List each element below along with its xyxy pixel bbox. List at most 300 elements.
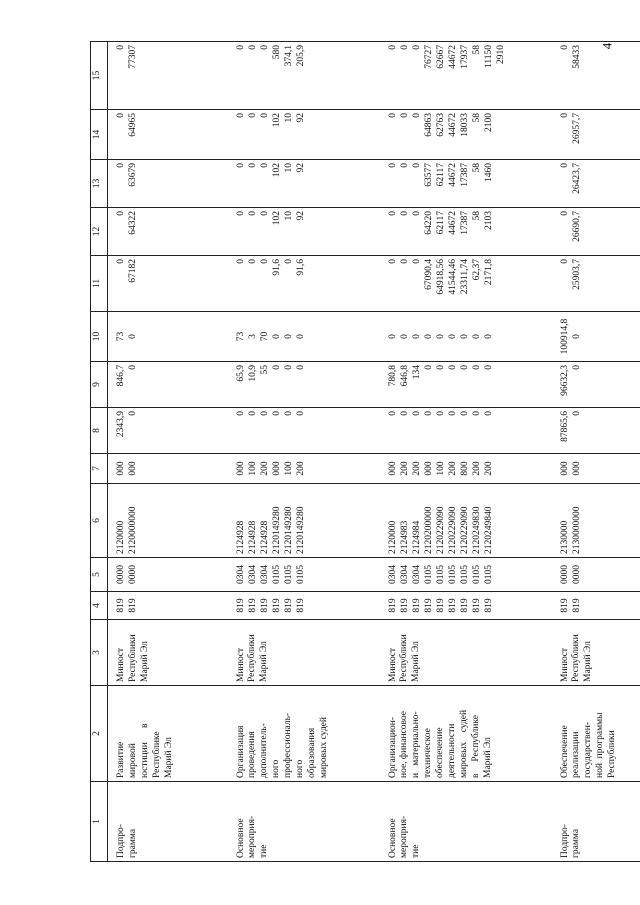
cell-values (388, 113, 496, 156)
cell-value: 92 (295, 211, 306, 221)
cell-value: 2120249840 (483, 506, 494, 554)
cell-value: 0 (387, 411, 398, 416)
cell-value: 0 (411, 45, 422, 50)
cell-values (236, 561, 308, 588)
cell-c1 (228, 782, 380, 862)
cell-values (116, 457, 140, 480)
cell-value: 67182 (128, 259, 138, 283)
cell-value: 10 (283, 211, 294, 221)
cell-value: 0304 (387, 565, 398, 584)
cell-value: 63577 (423, 163, 434, 187)
cell-text-line: мировых судей (318, 717, 329, 778)
cell-value: 134 (411, 365, 422, 380)
cell-value: 0 (399, 211, 410, 216)
cell-value: 2124928 (259, 520, 270, 554)
cell-value: 77307 (128, 45, 138, 69)
cell-values (388, 259, 496, 308)
col-header-6: 6 (91, 484, 108, 558)
cell-value: 100 (283, 461, 294, 476)
cell-c14 (228, 110, 380, 160)
cell-text-line: Республики (607, 730, 617, 778)
cell-text-line: ного (271, 759, 282, 778)
cell-value: 0 (399, 334, 410, 339)
cell-value: 0 (423, 334, 434, 339)
cell-value: 2171,8 (483, 259, 494, 286)
col-header-1: 1 (91, 782, 108, 862)
cell-value: 17937 (459, 45, 470, 69)
cell-c8 (380, 408, 552, 454)
cell-c13 (228, 160, 380, 208)
cell-c2 (108, 686, 228, 782)
cell-value: 55 (259, 365, 270, 375)
table-row (108, 42, 228, 862)
cell-text-line: деятельности (446, 723, 457, 778)
cell-c3 (108, 620, 228, 686)
cell-value: 200 (295, 461, 306, 476)
cell-value: 26957,7 (571, 113, 582, 144)
cell-values (116, 113, 140, 156)
cell-text-line: Минюст (387, 647, 398, 682)
cell-values (560, 595, 584, 616)
cell-value: 200 (471, 461, 482, 476)
cell-value: 0304 (259, 565, 270, 584)
cell-value: 0 (411, 211, 422, 216)
cell-value: 200 (447, 461, 458, 476)
cell-value: 0 (387, 259, 398, 264)
cell-c12 (552, 208, 640, 256)
cell-c4 (108, 592, 228, 620)
cell-value: 102 (271, 113, 282, 128)
cell-value: 819 (116, 598, 126, 613)
cell-value: 70 (259, 331, 270, 342)
cell-c14 (108, 110, 228, 160)
cell-value: 0105 (295, 565, 306, 584)
cell-text-line: Минюст (235, 647, 246, 682)
cell-value: 64220 (423, 211, 434, 235)
cell-text-line: Обеспечение (559, 725, 570, 778)
cell-c7 (108, 454, 228, 484)
cell-text-line: Подпро- (559, 824, 570, 858)
col-header-12: 12 (91, 208, 108, 256)
cell-value: 0 (435, 411, 446, 416)
cell-value: 819 (399, 598, 410, 613)
cell-value: 0 (116, 163, 126, 168)
col-header-15: 15 (91, 42, 108, 110)
cell-c6 (228, 484, 380, 558)
cell-c14 (380, 110, 552, 160)
cell-value: 2120149280 (283, 506, 294, 554)
cell-c11 (552, 256, 640, 312)
cell-value: 0 (116, 211, 126, 216)
cell-c2 (380, 686, 552, 782)
cell-value: 2120200000 (423, 506, 434, 554)
cell-value: 0 (483, 365, 494, 370)
col-header-3: 3 (91, 620, 108, 686)
cell-value: 200 (399, 461, 410, 476)
cell-c5 (380, 558, 552, 592)
cell-c10 (228, 312, 380, 362)
cell-c4 (552, 592, 640, 620)
cell-value: 819 (283, 598, 294, 613)
cell-c13 (108, 160, 228, 208)
cell-text-line: реализации (571, 731, 582, 778)
cell-text-line: мировых судей (458, 709, 469, 778)
cell-value: 0105 (447, 565, 458, 584)
cell-values (560, 561, 584, 588)
cell-text-line: юстиции в (139, 723, 150, 778)
cell-value: 64322 (128, 211, 138, 235)
cell-value: 44672 (447, 113, 458, 137)
cell-value: 10,9 (247, 365, 258, 382)
cell-c15 (108, 42, 228, 110)
cell-values (116, 411, 140, 450)
cell-value: 26690,7 (571, 211, 582, 242)
cell-value: 0 (411, 113, 422, 118)
cell-values (560, 259, 584, 308)
cell-text-line: Республики (247, 634, 258, 682)
cell-value: 67090,4 (423, 259, 434, 290)
cell-c2 (552, 686, 640, 782)
cell-value: 10 (283, 163, 294, 173)
cell-c15 (552, 42, 640, 110)
cell-text-line: ного (294, 759, 305, 778)
cell-c9 (228, 362, 380, 408)
cell-value: 0 (459, 411, 470, 416)
cell-value: 0 (235, 211, 246, 216)
cell-c6 (552, 484, 640, 558)
cell-value: 0304 (399, 565, 410, 584)
cell-value: 200 (411, 461, 422, 476)
page-number: 4 (599, 42, 615, 50)
cell-value: 0 (435, 365, 446, 370)
cell-values (560, 163, 584, 204)
cell-value: 0105 (283, 565, 294, 584)
cell-value: 0 (483, 334, 494, 339)
cell-c6 (380, 484, 552, 558)
cell-value: 44672 (447, 211, 458, 235)
cell-value: 0 (271, 365, 282, 370)
cell-value: 92 (295, 163, 306, 173)
cell-text-line: и материально- (411, 711, 422, 778)
cell-c11 (228, 256, 380, 312)
col-header-9: 9 (91, 362, 108, 408)
col-header-14: 14 (91, 110, 108, 160)
cell-value: 0 (399, 411, 410, 416)
cell-value: 3 (247, 334, 258, 339)
col-header-10: 10 (91, 312, 108, 362)
cell-value: 0 (247, 45, 258, 50)
cell-c13 (552, 160, 640, 208)
cell-value: 23311,74 (459, 259, 470, 295)
cell-values (236, 457, 308, 480)
cell-value: 0105 (271, 565, 282, 584)
cell-values (236, 315, 308, 358)
cell-value: 000 (571, 461, 582, 476)
cell-values (236, 259, 308, 308)
cell-c11 (108, 256, 228, 312)
cell-value: 0 (459, 365, 470, 370)
cell-value: 58 (471, 45, 482, 55)
cell-text-line: профессиональ- (283, 712, 293, 778)
cell-c3 (228, 620, 380, 686)
col-header-2: 2 (91, 686, 108, 782)
cell-text-line: Марий Эл (583, 641, 594, 682)
cell-c9 (380, 362, 552, 408)
cell-value: 2130000 (559, 520, 570, 554)
cell-value: 2343,9 (116, 411, 126, 438)
cell-value: 10 (283, 113, 294, 123)
cell-text-line: обеспечение (435, 727, 445, 778)
cell-values (388, 595, 496, 616)
cell-value: 0 (459, 334, 470, 339)
cell-value: 0304 (247, 565, 258, 584)
cell-value: 0 (235, 45, 246, 50)
cell-c4 (380, 592, 552, 620)
cell-value: 2910 (495, 45, 506, 64)
cell-value: 1460 (483, 163, 494, 182)
cell-value: 0 (559, 259, 570, 264)
cell-value: 0 (116, 113, 126, 118)
cell-value: 0000 (128, 565, 138, 584)
cell-value: 73 (235, 331, 246, 342)
cell-value: 2120229090 (435, 506, 446, 554)
cell-value: 0 (399, 45, 410, 50)
cell-text-line: Республики (571, 634, 582, 682)
cell-value: 2124928 (235, 520, 246, 554)
cell-text-line: грамма (571, 828, 582, 858)
cell-value: 819 (459, 598, 470, 613)
cell-c9 (552, 362, 640, 408)
cell-value: 819 (447, 598, 458, 613)
cell-value: 0 (571, 334, 582, 339)
col-header-5: 5 (91, 558, 108, 592)
cell-value: 2120149280 (295, 506, 306, 554)
cell-value: 2120000 (116, 520, 126, 554)
table-row (228, 42, 380, 862)
cell-c7 (228, 454, 380, 484)
cell-value: 0 (235, 163, 246, 168)
cell-c8 (108, 408, 228, 454)
cell-value: 000 (387, 461, 398, 476)
cell-values (116, 595, 140, 616)
cell-c7 (380, 454, 552, 484)
cell-value: 0 (259, 163, 270, 168)
cell-value: 87865,6 (559, 411, 570, 442)
cell-value: 000 (128, 461, 138, 476)
cell-value: 819 (411, 598, 422, 613)
cell-value: 819 (559, 598, 570, 613)
cell-value: 2120149280 (271, 506, 282, 554)
cell-value: 0 (259, 211, 270, 216)
cell-text-line: мероприя- (399, 815, 410, 858)
cell-values (560, 211, 584, 252)
cell-text-line: ной программы (595, 712, 606, 778)
cell-value: 000 (559, 461, 570, 476)
cell-value: 62667 (435, 45, 446, 69)
cell-value: 819 (387, 598, 398, 613)
cell-c2 (228, 686, 380, 782)
cell-value: 0 (247, 259, 258, 264)
cell-value: 0 (559, 163, 570, 168)
table-row (552, 42, 640, 862)
cell-values (236, 113, 308, 156)
cell-text-line: дополнитель- (259, 723, 270, 778)
cell-value: 0 (447, 365, 458, 370)
cell-c13 (380, 160, 552, 208)
cell-c11 (380, 256, 552, 312)
cell-text-line: мероприя- (247, 815, 258, 858)
cell-c5 (228, 558, 380, 592)
cell-value: 2120229090 (459, 506, 470, 554)
cell-value: 0 (411, 163, 422, 168)
cell-value: 0105 (483, 565, 494, 584)
cell-text-line: Организацион- (387, 716, 398, 778)
cell-text-line: образования (306, 727, 317, 778)
cell-value: 91,6 (295, 259, 306, 276)
cell-values (388, 411, 496, 450)
cell-text-line: Организация (235, 725, 246, 778)
cell-value: 0 (295, 334, 306, 339)
cell-values (116, 259, 140, 308)
col-header-8: 8 (91, 408, 108, 454)
cell-c10 (552, 312, 640, 362)
cell-value: 846,7 (116, 365, 126, 387)
cell-value: 0 (283, 365, 294, 370)
cell-value: 58433 (571, 45, 582, 69)
cell-c5 (552, 558, 640, 592)
cell-value: 0000 (116, 565, 126, 584)
cell-value: 0 (447, 411, 458, 416)
cell-c8 (228, 408, 380, 454)
cell-value: 0 (283, 334, 294, 339)
cell-value: 0 (235, 113, 246, 118)
cell-value: 0 (387, 211, 398, 216)
cell-value: 91,6 (271, 259, 282, 276)
cell-c3 (380, 620, 552, 686)
cell-value: 0 (116, 259, 126, 264)
cell-value: 0 (259, 113, 270, 118)
cell-c9 (108, 362, 228, 408)
cell-values (116, 487, 140, 554)
cell-value: 0 (571, 365, 582, 370)
cell-values (560, 457, 584, 480)
cell-value: 0 (259, 411, 270, 416)
cell-value: 2120229090 (447, 506, 458, 554)
cell-c14 (552, 110, 640, 160)
cell-value: 25903,7 (571, 259, 582, 290)
cell-value: 92 (295, 113, 306, 123)
cell-value: 0 (283, 411, 294, 416)
cell-value: 819 (435, 598, 446, 613)
cell-value: 62117 (435, 163, 446, 187)
cell-value: 819 (571, 598, 582, 613)
cell-value: 76727 (423, 45, 434, 69)
cell-value: 0 (559, 211, 570, 216)
cell-values (388, 45, 508, 106)
cell-value: 102 (271, 211, 282, 226)
cell-value: 819 (259, 598, 270, 613)
cell-values (116, 561, 140, 588)
cell-value: 0 (235, 259, 246, 264)
cell-value: 18033 (459, 113, 470, 137)
cell-text-line: Республики (399, 634, 410, 682)
cell-values (388, 163, 496, 204)
cell-values (116, 315, 140, 358)
cell-values (560, 411, 584, 450)
cell-c12 (380, 208, 552, 256)
cell-value: 58 (471, 211, 482, 221)
cell-value: 0 (399, 163, 410, 168)
cell-value: 0 (259, 45, 270, 50)
cell-c12 (228, 208, 380, 256)
cell-value: 0 (259, 259, 270, 264)
cell-c8 (552, 408, 640, 454)
cell-c12 (108, 208, 228, 256)
col-header-7: 7 (91, 454, 108, 484)
cell-value: 2103 (483, 211, 494, 230)
cell-value: 2130000000 (571, 506, 582, 554)
cell-value: 0 (471, 411, 482, 416)
cell-c7 (552, 454, 640, 484)
cell-values (236, 163, 308, 204)
cell-values (388, 365, 496, 404)
cell-text-line: Основное (387, 818, 398, 858)
cell-value: 0 (571, 411, 582, 416)
cell-value: 0 (128, 411, 138, 416)
cell-value: 205,9 (295, 45, 306, 67)
cell-value: 2124983 (399, 520, 410, 554)
cell-text-line: в Республике (470, 715, 481, 778)
cell-value: 62763 (435, 113, 446, 137)
cell-value: 11150 (483, 45, 494, 69)
cell-value: 0 (471, 334, 482, 339)
header-row (91, 42, 108, 862)
cell-value: 44672 (447, 45, 458, 69)
cell-value: 0 (423, 411, 434, 416)
cell-text-line: Минюст (559, 647, 570, 682)
cell-value: 0105 (459, 565, 470, 584)
cell-value: 2120000000 (128, 506, 138, 554)
cell-value: 819 (295, 598, 306, 613)
col-header-13: 13 (91, 160, 108, 208)
cell-value: 100914,8 (559, 318, 570, 355)
cell-value: 819 (423, 598, 434, 613)
cell-value: 0 (423, 365, 434, 370)
cell-value: 58 (471, 163, 482, 173)
cell-value: 65,9 (235, 365, 246, 382)
cell-values (560, 487, 584, 554)
cell-c10 (380, 312, 552, 362)
cell-c3 (552, 620, 640, 686)
cell-value: 000 (423, 461, 434, 476)
cell-value: 100 (435, 461, 446, 476)
cell-text-line: Марий Эл (411, 641, 422, 682)
cell-values (388, 561, 496, 588)
cell-text-line: ное, финансовое (399, 710, 410, 778)
cell-value: 580 (271, 45, 282, 60)
cell-value: 0 (247, 113, 258, 118)
cell-value: 102 (271, 163, 282, 178)
cell-value: 780,8 (387, 365, 398, 387)
cell-value: 0000 (559, 565, 570, 584)
cell-text-line: государствен- (583, 722, 594, 778)
cell-value: 819 (247, 598, 258, 613)
cell-value: 0105 (435, 565, 446, 584)
cell-value: 17387 (459, 211, 470, 235)
cell-c4 (228, 592, 380, 620)
cell-value: 0 (271, 411, 282, 416)
rotated-table-area (90, 42, 640, 862)
